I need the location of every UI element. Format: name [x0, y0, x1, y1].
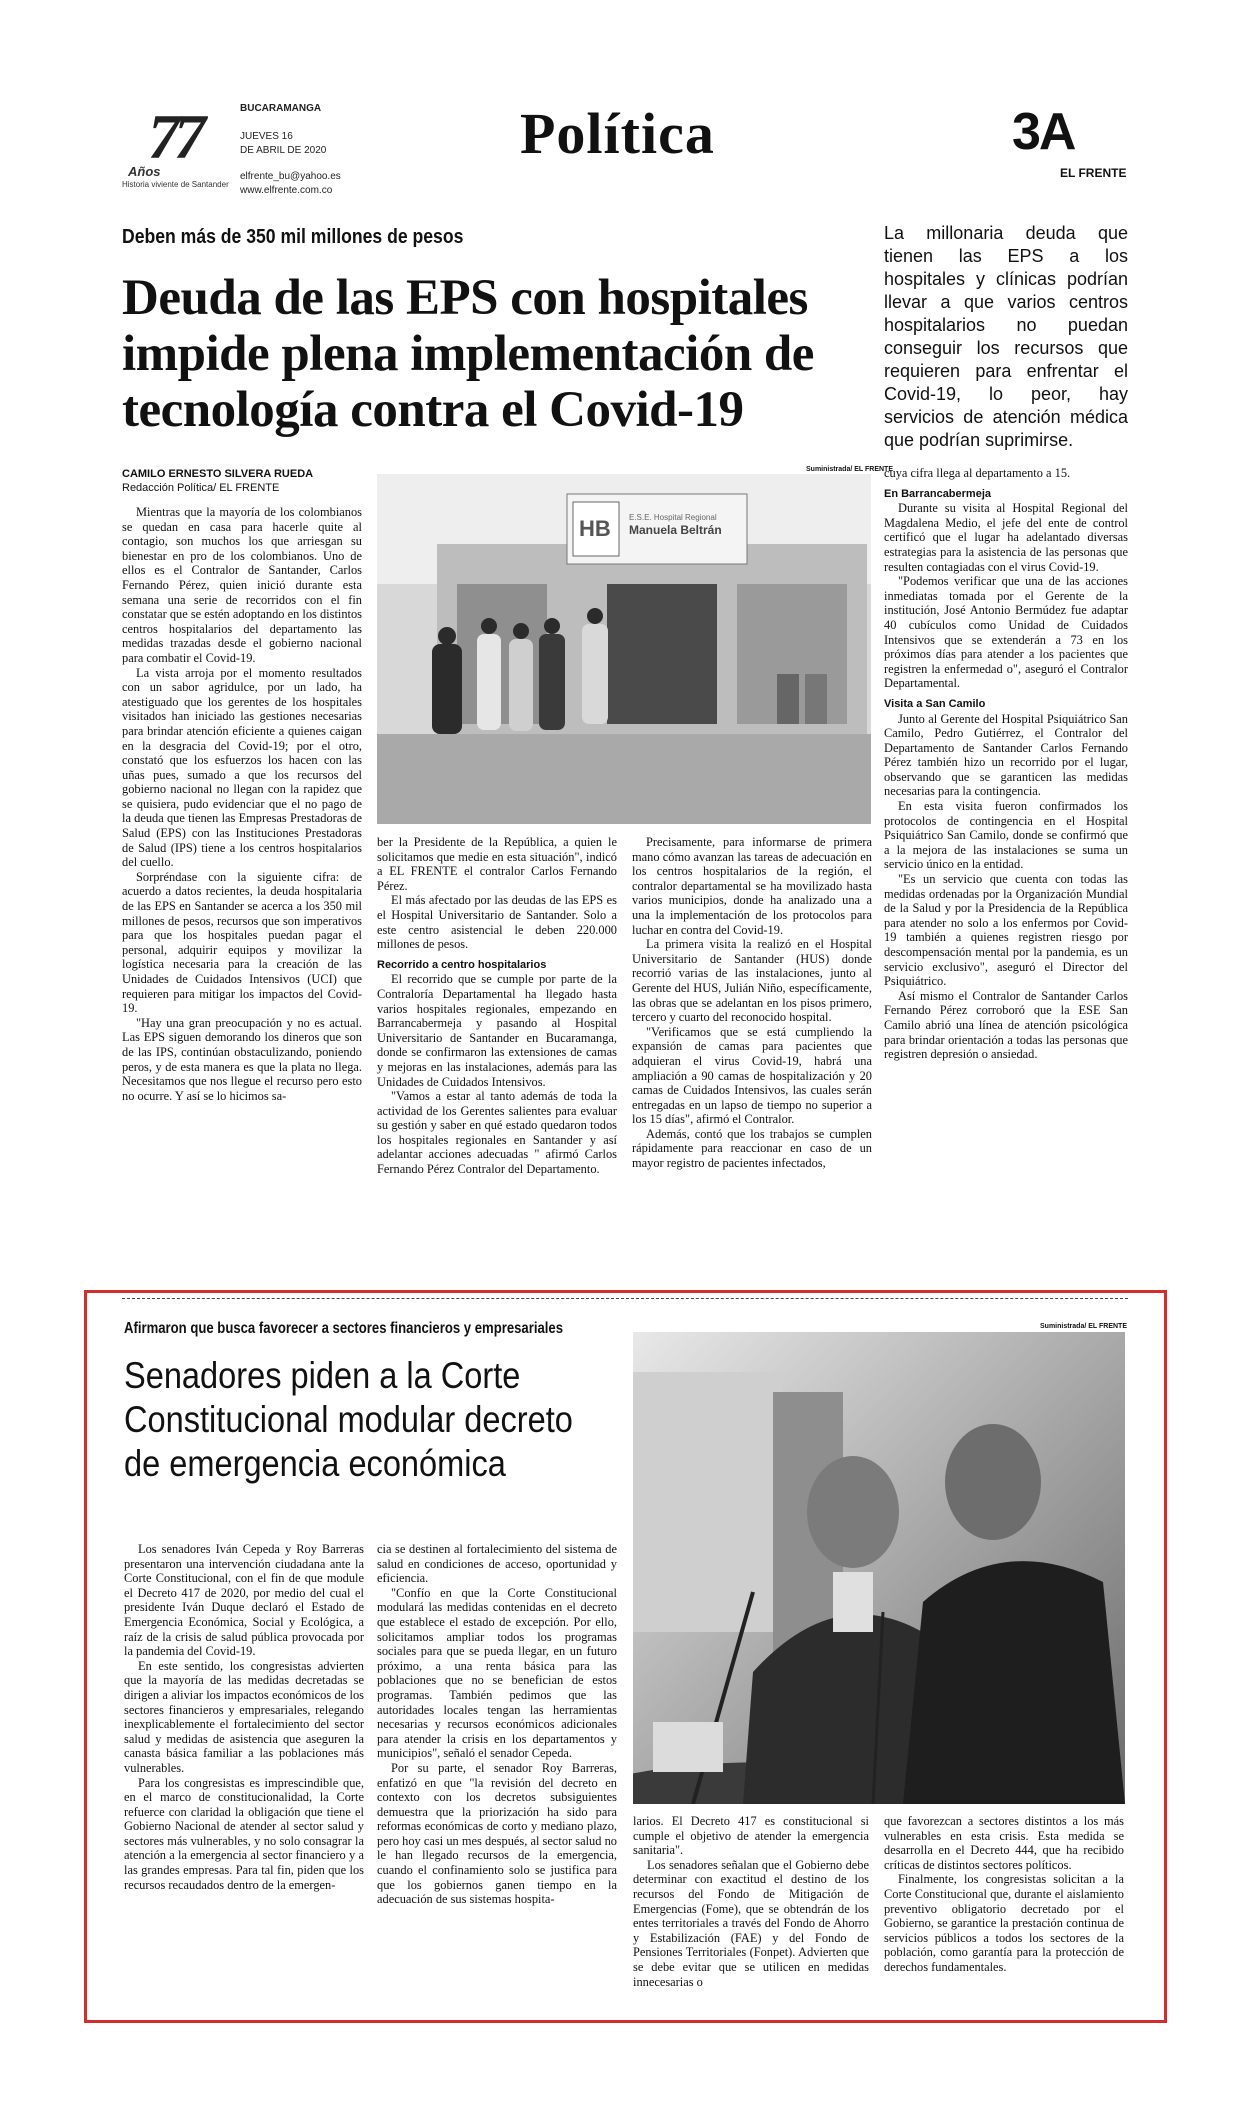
- paragraph: "Vamos a estar al tanto además de toda la actividad de los Gerentes salientes para evaluar su gestión y saber en qué estado quedaron todos los hospitales regionales en Santander y así adelantar acciones adecuadas " afirmó Carlos Fernando Pérez Contralor del Departamento.: [377, 1089, 617, 1177]
- paragraph: Así mismo el Contralor de Santander Carlos Fernando Pérez corroboró que la ESE San Camilo abrió una línea de atención psicológica para brindar orientación a todas las personas que registren depresión o ansiedad.: [884, 988, 1128, 1062]
- paragraph: "Hay una gran preocupación y no es actual. Las EPS siguen demorando los dineros que son de las IPS, continúan obstaculizando, poniendo peros, y de esta manera es que la plata no llega. Necesitamos que nos llegue el recurso pero esto no ocurre. Y así se lo hicimos sa-: [122, 1015, 362, 1103]
- email[interactable]: elfrente_bu@yahoo.es: [240, 171, 341, 182]
- article2-column-2: [377, 1542, 617, 1907]
- article1-column-3: [632, 835, 872, 1171]
- paragraph: Finalmente, los congresistas solicitan a la Corte Constitucional que, durante el aislamiento preventivo obligatorio decretado por el Gobierno, se garantice la prestación continua de servicios públicos a todos los sectores de la población, como garantía para la protección de derechos fundamentales.: [884, 1872, 1124, 1974]
- photo-sign-logo: HB: [579, 516, 611, 541]
- article2-column-4: [884, 1814, 1124, 1975]
- article1-author-role: Redacción Política/ EL FRENTE: [122, 482, 280, 494]
- brand-name: EL FRENTE: [1060, 166, 1127, 180]
- article1-headline: Deuda de las EPS con hospitales impide plena implementación de tecnología contra el Covid-19: [122, 270, 814, 438]
- article1-author: CAMILO ERNESTO SILVERA RUEDA: [122, 468, 314, 480]
- section-title: Política: [520, 101, 715, 166]
- paragraph: "Podemos verificar que una de las acciones inmediatas tomada por el Gerente de la institución, José Antonio Bermúdez fue adaptar 40 cubículos como Unidad de Cuidados Intensivos que se extenderán a 73 en los próximos días para atender a los pacientes que registren la enfermedad o", aseguró el Contralor Departamental.: [884, 574, 1128, 691]
- paragraph: Durante su visita al Hospital Regional del Magdalena Medio, el jefe del ente de control certificó que el lugar ha adelantado diversas estrategias para la asistencia de las personas que resulten contagiadas con el virus Covid-19.: [884, 501, 1128, 574]
- photo-sign-line2: Manuela Beltrán: [629, 523, 722, 537]
- paragraph: "Verificamos que se está cumpliendo la expansión de camas para pacientes que adquieran el virus Covid-19, habrá una ampliación a 90 camas de hospitalización y 20 camas de Cuidados Intensivos, las cuales serán entregadas en un lapso de tiempo no superior a los 15 días", afirmó el Contralor.: [632, 1024, 872, 1127]
- paragraph: Para los congresistas es imprescindible que, en el marco de constitucionalidad, la Corte refuerce con claridad la obligación que tiene el Gobierno Nacional de atender al sector salud y sectores más vulnerables, y no solo consagrar la atención a la emergencia al sector financiero y a las grandes empresas. Para tal fin, piden que los recursos recaudados dentro de la emergen-: [124, 1775, 364, 1892]
- paragraph: Mientras que la mayoría de los colombianos se quedan en casa para hacerle quite al contagio, son muchos los que arriesgan su bienestar en pro de los colombianos. Uno de ellos es el Contralor de Santander, Carlos Fernando Pérez, quien inició durante esta semana una serie de recorridos con el fin constatar que se estén adoptando en los distintos centros hospitalarios del departamento las medidas trazadas desde el gobierno nacional para combatir el Covid-19.: [122, 505, 362, 665]
- article2-photo: [633, 1332, 1125, 1804]
- article1-column-2: [377, 835, 617, 1177]
- paragraph: cia se destinen al fortalecimiento del sistema de salud en condiciones de acceso, oportunidad y eficiencia.: [377, 1542, 617, 1586]
- paragraph: ber la Presidente de la República, a quien le solicitamos que medie en esta situación", indicó a EL FRENTE el contralor Carlos Fernando Pérez.: [377, 835, 617, 893]
- article1-column-4: [884, 466, 1128, 1062]
- paragraph: La primera visita la realizó en el Hospital Universitario de Santander (HUS) donde recorrió varias de las instalaciones, junto al Gerente del HUS, Julián Niño, específicamente, las obras que se adelantan en los pisos primero, tercero y cuarto del reconocido hospital.: [632, 937, 872, 1025]
- paragraph: cuya cifra llega al departamento a 15.: [884, 466, 1071, 480]
- city: BUCARAMANGA: [240, 103, 322, 114]
- paragraph: Junto al Gerente del Hospital Psiquiátrico San Camilo, Pedro Gutiérrez, el Contralor del Departamento de Santander Carlos Fernando Pérez también hizo un recorrido por el lugar, observando que se garanticen las medidas necesarias para la contingencia.: [884, 711, 1128, 799]
- hospital-entrance-image: [377, 474, 871, 824]
- paragraph: La vista arroja por el momento resultados con un sabor agridulce, por un lado, ha atestiguado que los gerentes de los hospitales visitados han iniciado las gestiones necesarias para brindar atención eficiente a quienes caigan en la desgracia del Covid-19; por el otro, constató que los esfuerzos los hacen con las uñas pues, sumado a que los recursos del gobierno nacional no llegan con la rapidez que se quisiera, pudo evidenciar que el no pago de la deuda que tienen las Empresas Prestadoras de Salud (EPS) con las Instituciones Prestadoras de Salud (IPS) tiene a los centros hospitalarios del cuello.: [122, 665, 362, 870]
- article2-column-1: [124, 1542, 364, 1892]
- article2-headline: Senadores piden a la Corte Constitucional modular decreto de emergencia económica: [124, 1355, 573, 1484]
- subheading: Recorrido a centro hospitalarios: [377, 958, 547, 971]
- article2-column-3: [633, 1814, 869, 1989]
- subheading: En Barrancabermeja: [884, 487, 991, 500]
- subheading: Visita a San Camilo: [884, 697, 986, 710]
- paragraph: Además, contó que los trabajos se cumplen rápidamente para reaccionar en caso de un mayor registro de pacientes infectados,: [632, 1126, 872, 1171]
- photo-sign-line1: E.S.E. Hospital Regional: [629, 513, 717, 522]
- paragraph: En este sentido, los congresistas advierten que la mayoría de las medidas decretadas se dirigen a aliviar los impactos económicos de los sectores financieros y empresariales, relegando inexplicablemente el fortalecimiento del sector salud y medidas de asistencia que aseguren la canasta básica familiar a las poblaciones más vulnerables.: [124, 1658, 364, 1775]
- logo-motto: Historia viviente de Santander: [122, 180, 229, 189]
- masthead-info: [240, 102, 360, 198]
- article1-lead: La millonaria deuda que tienen las EPS a los hospitales y clínicas podrían llevar a que varios centros hospitalarios no puedan conseguir los recursos que requieren para enfrentar el Covid-19, lo peor, hay servicios de atención médica que podrían suprimirse.: [884, 223, 1128, 450]
- paragraph: "Confío en que la Corte Constitucional modulará las medidas contenidas en el decreto que establece el estado de excepción. Por ello, solicitamos ampliar todos los programas sociales para que se pueda llegar, en un futuro próximo, a una renta básica para las poblaciones que no se benefician de estos programas. También pedimos que las autoridades locales tengan las herramientas necesarias y recursos económicos adicionales para atender la crisis en los departamentos y municipios", señaló el senador Cepeda.: [377, 1585, 617, 1761]
- article2-kicker: Afirmaron que busca favorecer a sectores financieros y empresariales: [124, 1320, 563, 1337]
- anniversary-logo: [120, 101, 240, 189]
- date-line2: DE ABRIL DE 2020: [240, 145, 327, 156]
- article1-kicker: Deben más de 350 mil millones de pesos: [122, 226, 464, 248]
- paragraph: Precisamente, para informarse de primera mano cómo avanzan las tareas de adecuación en los centros hospitalarios de la región, el contralor departamental se ha movilizado hasta varios municipios, donde ha analizado una a una la implementación de los protocolos para luchar en contra del Covid-19.: [632, 835, 872, 937]
- senators-image: [633, 1332, 1125, 1804]
- paragraph: Los senadores señalan que el Gobierno debe determinar con exactitud el destino de los recursos del Fondo de Mitigación de Emergencias (Fome), que se obtendrán de los entes territoriales a través del Fondo de Ahorro y Estabilización (FAE) y del Fondo de Pensiones Territoriales (Fonpet). Advierten que se debe evitar que se utilicen en medidas innecesarias o: [633, 1857, 869, 1989]
- paragraph: Sorpréndase con la siguiente cifra: de acuerdo a datos recientes, la deuda hospitalaria de las EPS en Santander se acerca a los 350 mil millones de pesos, recursos que son imperativos para que los hospitales puedan pagar el personal, adquirir equipos y movilizar la logística necesaria para la creación de las Unidades de Cuidados Intensivos (UCI) que requieren para mitigar los impactos del Covid-19.: [122, 869, 362, 1016]
- paragraph: "Es un servicio que cuenta con todas las medidas ordenadas por la Organización Mundial de la Salud y por la Presidencia de la República para atender no solo a los enfermos por Covid-19 también a quienes registren riesgo por descompensación mental por la pandemia, es un servicio exclusivo", aseguró el Director del Psiquiátrico.: [884, 872, 1128, 989]
- paragraph: Por su parte, el senador Roy Barreras, enfatizó en que "la revisión del decreto en contexto con los decretos subsiguientes demuestra que la priorización ha sido para reformas económicas de corto y mediano plazo, pero hoy casi un mes después, al sector salud no le han llegado recursos de la emergencia, cuando el confinamiento solo se justifica para que los gobiernos ganen tiempo en la adecuación de sus sistemas hospita-: [377, 1760, 617, 1907]
- logo-mark: 77: [148, 101, 200, 172]
- paragraph: que favorezcan a sectores distintos a los más vulnerables en esta crisis. Esta medida se desarrolla en el Decreto 444, que ha recibido críticas de distintos sectores políticos.: [884, 1814, 1124, 1872]
- paragraph: El recorrido que se cumple por parte de la Contraloría Departamental ha llegado hasta varios hospitales regionales, empezando en Barrancabermeja y pasando al Hospital Universitario de Santander en Bucaramanga, donde se confirmaron las extensiones de camas y mejoras en las instalaciones, además para las Unidades de Cuidados Intensivos.: [377, 972, 617, 1089]
- article1-photo: [377, 474, 871, 824]
- paragraph: En esta visita fueron confirmados los protocolos de contingencia en el Hospital Psiquiátrico San Camilo, donde se confirmó que a la mejora de las instalaciones se suma un servicio único en la entidad.: [884, 799, 1128, 872]
- article1-photo-credit: Suministrada/ EL FRENTE: [806, 466, 893, 473]
- logo-tag: Años: [128, 164, 161, 179]
- paragraph: larios. El Decreto 417 es constitucional si cumple el objetivo de atender la emergencia sanitaria".: [633, 1814, 869, 1858]
- masthead: [0, 90, 1240, 196]
- date-line1: JUEVES 16: [240, 131, 293, 142]
- page-number: 3A: [1012, 103, 1075, 161]
- website[interactable]: www.elfrente.com.co: [240, 185, 333, 196]
- article1-column-1: [122, 505, 362, 1103]
- paragraph: El más afectado por las deudas de las EPS es el Hospital Universitario de Santander. Solo a este centro asistencial le deben 220.000 millones de pesos.: [377, 893, 617, 952]
- article2-photo-credit: Suministrada/ EL FRENTE: [1040, 1323, 1127, 1330]
- paragraph: Los senadores Iván Cepeda y Roy Barreras presentaron una intervención ciudadana ante la Corte Constitucional, con el fin de que module el Decreto 417 de 2020, por medio del cual el presidente Iván Duque declaró el Estado de Emergencia Económica, Social y Ecológica, a raíz de la crisis de salud pública provocada por la pandemia del Covid-19.: [124, 1542, 364, 1659]
